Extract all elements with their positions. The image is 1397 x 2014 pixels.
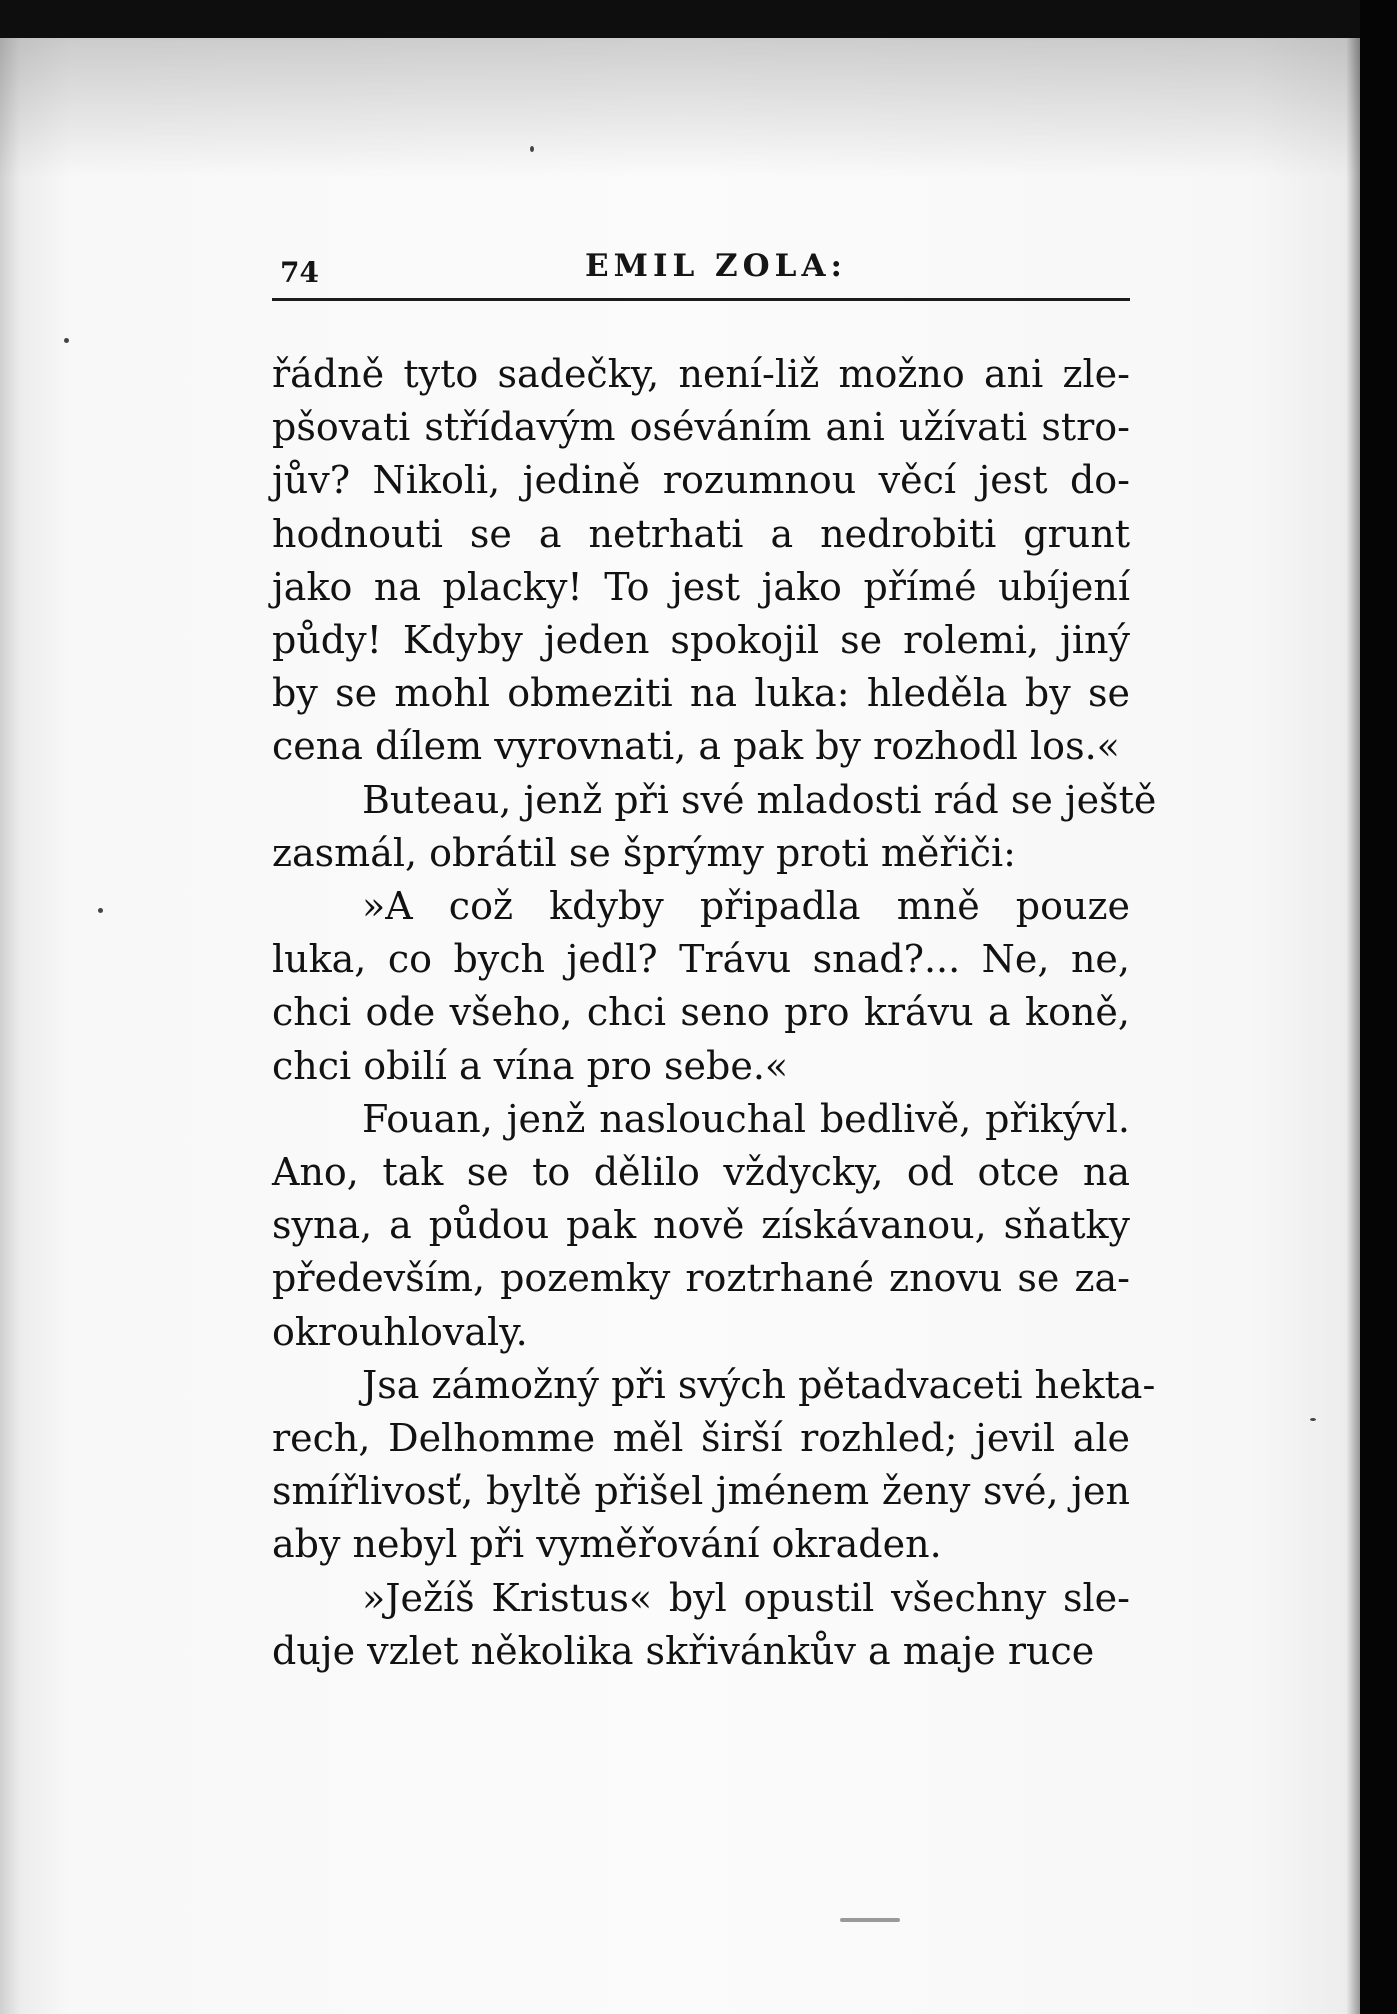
paper-speck — [64, 338, 69, 343]
paragraph — [272, 348, 1130, 774]
paragraph — [272, 1359, 1156, 1572]
book-spine-shadow — [1360, 0, 1397, 2014]
text-line: chci obilí a vína pro sebe.« — [272, 1043, 789, 1088]
text-line: Buteau, jenž při své mladosti rád se ještě — [362, 777, 1157, 822]
text-line: smířlivosť, byltě přišel jménem ženy své, jen — [272, 1469, 1130, 1514]
text-line: jako na placky! To jest jako přímé ubíjení — [272, 564, 1130, 609]
text-line: zasmál, obrátil se šprýmy proti měřiči: — [272, 830, 1016, 875]
text-line: cena dílem vyrovnati, a pak by rozhodl los.« — [272, 724, 1120, 769]
paper-speck — [98, 908, 103, 913]
text-line: syna, a půdou pak nově získávanou, sňatky — [272, 1203, 1130, 1248]
paragraph — [272, 1572, 1130, 1678]
text-line: rech, Delhomme měl širší rozhled; jevil ale — [272, 1416, 1130, 1461]
text-line: »Ježíš Kristus« byl opustil všechny sle- — [362, 1575, 1130, 1620]
text-line: aby nebyl při vyměřování okraden. — [272, 1522, 942, 1567]
running-title: EMIL ZOLA: — [585, 248, 847, 284]
body-text — [272, 348, 1157, 1678]
text-line: Fouan, jenž naslouchal bedlivě, přikývl. — [362, 1096, 1130, 1141]
paragraph — [272, 1093, 1130, 1359]
text-line: především, pozemky roztrhané znovu se za- — [272, 1256, 1130, 1301]
text-line: okrouhlovaly. — [272, 1309, 528, 1354]
text-line: by se mohl obmeziti na luka: hleděla by se — [272, 671, 1130, 716]
paper-speck — [530, 146, 534, 152]
text-line: Jsa zámožný při svých pětadvaceti hekta- — [362, 1362, 1156, 1407]
text-line: hodnouti se a netrhati a nedrobiti grunt — [272, 511, 1130, 556]
paper-smudge — [840, 1918, 900, 1922]
page-number: 74 — [280, 256, 319, 289]
text-line: pšovati střídavým oséváním ani užívati stro- — [272, 405, 1130, 450]
text-line: jův? Nikoli, jedině rozumnou věcí jest do- — [272, 458, 1130, 503]
text-line: řádně tyto sadečky, není-liž možno ani zle- — [272, 352, 1130, 396]
page-header — [272, 236, 1130, 301]
paragraph — [272, 774, 1157, 880]
text-line: chci ode všeho, chci seno pro krávu a koně, — [272, 990, 1130, 1035]
text-line: luka, co bych jedl? Trávu snad?... Ne, ne, — [272, 937, 1130, 982]
text-line: »A což kdyby připadla mně pouze — [362, 884, 1130, 929]
text-line: duje vzlet několika skřivánkův a maje ruce — [272, 1628, 1095, 1673]
paragraph — [272, 880, 1130, 1093]
paper-speck — [1310, 1418, 1316, 1421]
text-line: Ano, tak se to dělilo vždycky, od otce na — [272, 1150, 1130, 1195]
text-line: půdy! Kdyby jeden spokojil se rolemi, jiný — [272, 618, 1130, 663]
book-page — [0, 38, 1360, 2014]
